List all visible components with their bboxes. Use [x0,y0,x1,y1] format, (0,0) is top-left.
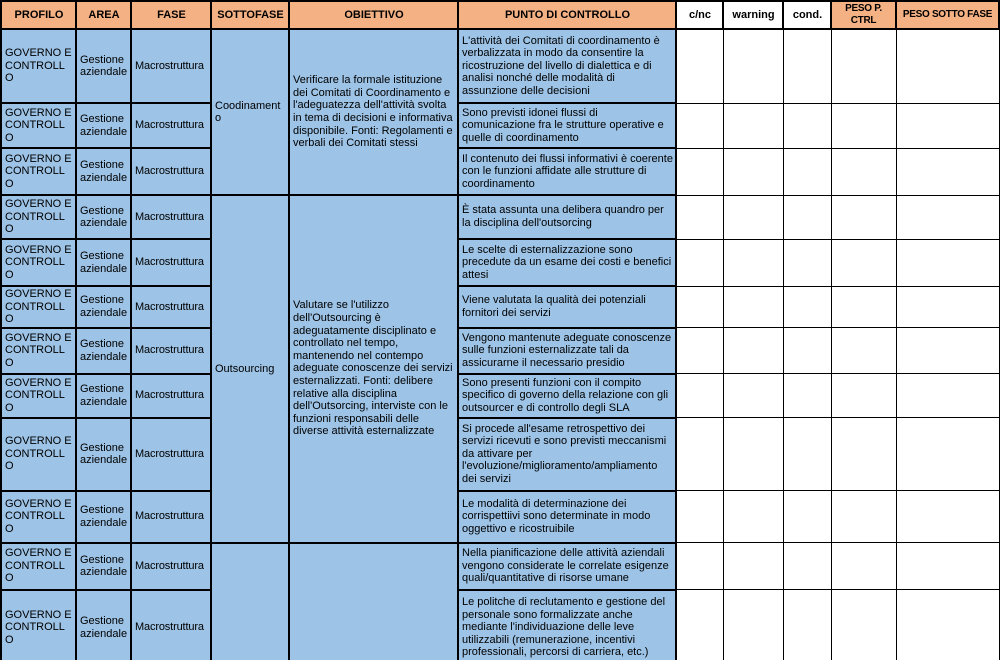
header-peso-sotto-fase[interactable]: PESO SOTTO FASE [896,1,999,29]
peso-sotto-fase-cell[interactable] [896,29,999,103]
header-obiettivo[interactable]: OBIETTIVO [289,1,458,29]
sottofase-cell[interactable]: Outsourcing [211,195,289,543]
table-row [1,543,999,590]
c-nc-cell[interactable] [676,491,723,543]
punto-di-controllo-cell[interactable]: Vengono mantenute adeguate conoscenze sulle funzioni esternalizzate tali da assicurarne il necessario presidio [458,328,676,374]
table-row [1,418,999,491]
sottofase-cell[interactable]: Coodinamento [211,29,289,195]
punto-di-controllo-cell[interactable]: Le politche di reclutamento e gestione del personale sono formalizzate anche mediante l'individuazione delle leve utilizzabili (remunerazione, incentivi professionali, percorsi di carriera, etc.) [458,590,676,660]
cond-cell[interactable] [783,195,831,239]
fase-cell[interactable]: Macrostruttura [131,29,211,103]
cond-cell[interactable] [783,286,831,328]
header-peso-p-ctrl[interactable]: PESO P. CTRL [831,1,896,29]
cond-cell[interactable] [783,543,831,590]
warning-cell[interactable] [723,239,783,286]
obiettivo-cell[interactable] [289,543,458,660]
peso-p-ctrl-cell[interactable] [831,29,896,103]
peso-p-ctrl-cell[interactable] [831,103,896,148]
area-cell[interactable]: Gestione aziendale [76,148,131,195]
peso-p-ctrl-cell[interactable] [831,195,896,239]
peso-sotto-fase-cell[interactable] [896,286,999,328]
warning-cell[interactable] [723,195,783,239]
cond-cell[interactable] [783,29,831,103]
punto-di-controllo-cell[interactable]: Viene valutata la qualità dei potenziali fornitori dei servizi [458,286,676,328]
cond-cell[interactable] [783,374,831,418]
table-row [1,103,999,148]
punto-di-controllo-cell[interactable]: Le scelte di esternalizzazione sono precedute da un esame dei costi e benefici attesi [458,239,676,286]
peso-sotto-fase-cell[interactable] [896,374,999,418]
area-cell[interactable]: Gestione aziendale [76,590,131,660]
table-row [1,148,999,195]
header-cond[interactable]: cond. [783,1,831,29]
warning-cell[interactable] [723,418,783,491]
fase-cell[interactable]: Macrostruttura [131,418,211,491]
cond-cell[interactable] [783,103,831,148]
profilo-cell[interactable]: GOVERNO E CONTROLLO [1,543,76,590]
table-row [1,590,999,660]
obiettivo-cell[interactable]: Verificare la formale istituzione dei Comitati di Coordinamento e l'adeguatezza dell'attività svolta in tema di decisioni e informativa disponibile. Fonti: Regolamenti e verbali dei Comitati stessi [289,29,458,195]
punto-di-controllo-cell[interactable]: Sono previsti idonei flussi di comunicazione fra le strutture operative e quelle di coordinamento [458,103,676,148]
peso-sotto-fase-cell[interactable] [896,103,999,148]
c-nc-cell[interactable] [676,286,723,328]
peso-p-ctrl-cell[interactable] [831,148,896,195]
fase-cell[interactable]: Macrostruttura [131,590,211,660]
cond-cell[interactable] [783,418,831,491]
c-nc-cell[interactable] [676,148,723,195]
profilo-cell[interactable]: GOVERNO E CONTROLLO [1,286,76,328]
fase-cell[interactable]: Macrostruttura [131,328,211,374]
fase-cell[interactable]: Macrostruttura [131,286,211,328]
header-fase[interactable]: FASE [131,1,211,29]
sottofase-cell[interactable] [211,543,289,660]
area-cell[interactable]: Gestione aziendale [76,328,131,374]
peso-sotto-fase-cell[interactable] [896,328,999,374]
table-row [1,239,999,286]
cond-cell[interactable] [783,590,831,660]
cond-cell[interactable] [783,239,831,286]
fase-cell[interactable]: Macrostruttura [131,239,211,286]
c-nc-cell[interactable] [676,328,723,374]
cond-cell[interactable] [783,328,831,374]
c-nc-cell[interactable] [676,543,723,590]
peso-p-ctrl-cell[interactable] [831,328,896,374]
area-cell[interactable]: Gestione aziendale [76,195,131,239]
warning-cell[interactable] [723,148,783,195]
header-sottofase[interactable]: SOTTOFASE [211,1,289,29]
warning-cell[interactable] [723,29,783,103]
profilo-cell[interactable]: GOVERNO E CONTROLLO [1,148,76,195]
punto-di-controllo-cell[interactable]: È stata assunta una delibera quandro per la disciplina dell'outsorcing [458,195,676,239]
area-cell[interactable]: Gestione aziendale [76,103,131,148]
peso-p-ctrl-cell[interactable] [831,239,896,286]
warning-cell[interactable] [723,590,783,660]
fase-cell[interactable]: Macrostruttura [131,148,211,195]
warning-cell[interactable] [723,543,783,590]
profilo-cell[interactable]: GOVERNO E CONTROLLO [1,491,76,543]
peso-p-ctrl-cell[interactable] [831,491,896,543]
punto-di-controllo-cell[interactable]: Le modalità di determinazione dei corrispettiivi sono determinate in modo oggettivo e ricostruibile [458,491,676,543]
c-nc-cell[interactable] [676,239,723,286]
fase-cell[interactable]: Macrostruttura [131,195,211,239]
table-row [1,29,999,103]
fase-cell[interactable]: Macrostruttura [131,491,211,543]
area-cell[interactable]: Gestione aziendale [76,239,131,286]
punto-di-controllo-cell[interactable]: Si procede all'esame retrospettivo dei servizi ricevuti e sono previsti meccanismi da attivare per l'evoluzione/miglioramento/ampliamento dei servizi [458,418,676,491]
header-area[interactable]: AREA [76,1,131,29]
table-row [1,286,999,328]
cond-cell[interactable] [783,491,831,543]
warning-cell[interactable] [723,103,783,148]
punto-di-controllo-cell[interactable]: Nella pianificazione delle attività aziendali vengono considerate le correlate esigenze quali/quantitative di risorse umane [458,543,676,590]
area-cell[interactable]: Gestione aziendale [76,286,131,328]
profilo-cell[interactable]: GOVERNO E CONTROLLO [1,374,76,418]
warning-cell[interactable] [723,491,783,543]
peso-p-ctrl-cell[interactable] [831,590,896,660]
table-row [1,374,999,418]
area-cell[interactable]: Gestione aziendale [76,543,131,590]
header-warning[interactable]: warning [723,1,783,29]
area-cell[interactable]: Gestione aziendale [76,491,131,543]
table-row [1,328,999,374]
peso-p-ctrl-cell[interactable] [831,286,896,328]
peso-sotto-fase-cell[interactable] [896,418,999,491]
c-nc-cell[interactable] [676,195,723,239]
c-nc-cell[interactable] [676,590,723,660]
peso-sotto-fase-cell[interactable] [896,491,999,543]
punto-di-controllo-cell[interactable]: Sono presenti funzioni con il compito specifico di governo della relazione con gli outsourcer e di controllo degli SLA [458,374,676,418]
cond-cell[interactable] [783,148,831,195]
profilo-cell[interactable]: GOVERNO E CONTROLLO [1,239,76,286]
table-row [1,491,999,543]
peso-sotto-fase-cell[interactable] [896,195,999,239]
header-row [1,1,999,29]
obiettivo-cell[interactable]: Valutare se l'utilizzo dell'Outsourcing è adeguatamente disciplinato e controllato nel tempo, mantenendo nel contempo adeguate conoscenze dei servizi esternalizzati. Fonti: delibere relative alla disciplina dell'Outsorcing, interviste con le funzioni responsabili delle diverse attività esternalizzate [289,195,458,543]
peso-sotto-fase-cell[interactable] [896,239,999,286]
profilo-cell[interactable]: GOVERNO E CONTROLLO [1,590,76,660]
profilo-cell[interactable]: GOVERNO E CONTROLLO [1,328,76,374]
fase-cell[interactable]: Macrostruttura [131,374,211,418]
area-cell[interactable]: Gestione aziendale [76,374,131,418]
warning-cell[interactable] [723,374,783,418]
peso-p-ctrl-cell[interactable] [831,374,896,418]
area-cell[interactable]: Gestione aziendale [76,418,131,491]
header-c-nc[interactable]: c/nc [676,1,723,29]
profilo-cell[interactable]: GOVERNO E CONTROLLO [1,418,76,491]
table-row [1,195,999,239]
header-profilo[interactable]: PROFILO [1,1,76,29]
c-nc-cell[interactable] [676,29,723,103]
c-nc-cell[interactable] [676,374,723,418]
header-punto-di-controllo[interactable]: PUNTO DI CONTROLLO [458,1,676,29]
c-nc-cell[interactable] [676,418,723,491]
peso-sotto-fase-cell[interactable] [896,590,999,660]
profilo-cell[interactable]: GOVERNO E CONTROLLO [1,195,76,239]
profilo-cell[interactable]: GOVERNO E CONTROLLO [1,29,76,103]
profilo-cell[interactable]: GOVERNO E CONTROLLO [1,103,76,148]
peso-sotto-fase-cell[interactable] [896,148,999,195]
area-cell[interactable]: Gestione aziendale [76,29,131,103]
c-nc-cell[interactable] [676,103,723,148]
peso-sotto-fase-cell[interactable] [896,543,999,590]
fase-cell[interactable]: Macrostruttura [131,103,211,148]
peso-p-ctrl-cell[interactable] [831,418,896,491]
peso-p-ctrl-cell[interactable] [831,543,896,590]
fase-cell[interactable]: Macrostruttura [131,543,211,590]
punto-di-controllo-cell[interactable]: L'attività dei Comitati di coordinamento è verbalizzata in modo da consentire la ricostruzione del livello di dialettica e di analisi nonché delle modalità di assunzione delle decisioni [458,29,676,103]
punto-di-controllo-cell[interactable]: Il contenuto dei flussi informativi è coerente con le funzioni affidate alle strutture di coordinamento [458,148,676,195]
warning-cell[interactable] [723,286,783,328]
warning-cell[interactable] [723,328,783,374]
table-body [1,29,999,660]
